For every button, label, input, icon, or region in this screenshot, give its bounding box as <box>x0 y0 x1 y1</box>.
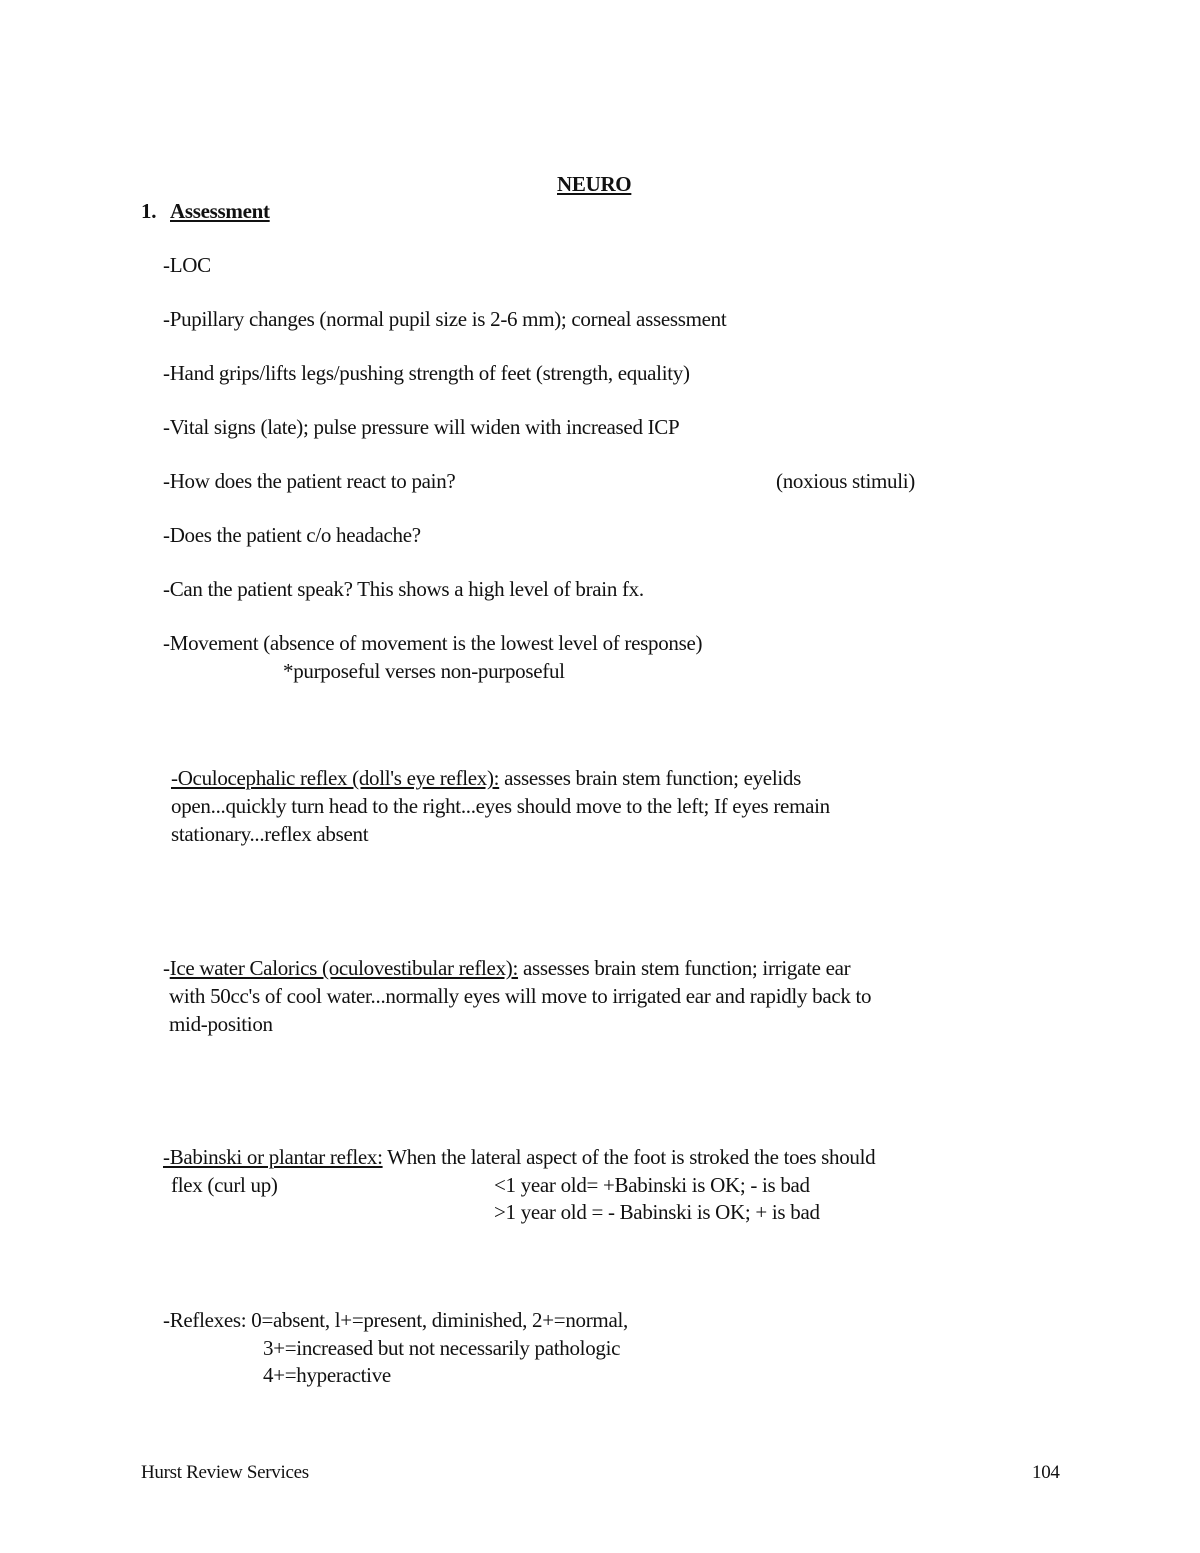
line-purposeful: *purposeful verses non-purposeful <box>283 659 565 683</box>
ice-water-line-3: mid-position <box>169 1012 273 1036</box>
ice-water-line-2: with 50cc's of cool water...normally eyes will move to irrigated ear and rapidly back to <box>169 984 872 1008</box>
ice-water-line-1 <box>163 956 850 980</box>
oculocephalic-line-2: open...quickly turn head to the right...eyes should move to the left; If eyes remain <box>171 794 830 818</box>
oculocephalic-line-1 <box>171 766 801 790</box>
reflexes-line-1: -Reflexes: 0=absent, l+=present, diminished, 2+=normal, <box>163 1308 628 1332</box>
babinski-label: -Babinski or plantar reflex: <box>163 1145 383 1169</box>
page-title: NEURO <box>557 172 632 196</box>
footer-page-number: 104 <box>1032 1462 1060 1483</box>
line-vital-signs: -Vital signs (late); pulse pressure will widen with increased ICP <box>163 415 680 439</box>
line-speak: -Can the patient speak? This shows a high level of brain fx. <box>163 577 644 601</box>
ice-water-label: Ice water Calorics (oculovestibular reflex): <box>169 956 519 980</box>
section-number: 1. <box>141 199 157 223</box>
ice-water-prefix: - <box>163 956 170 980</box>
oculocephalic-line-3: stationary...reflex absent <box>171 822 369 846</box>
footer-left: Hurst Review Services <box>141 1462 309 1483</box>
line-headache: -Does the patient c/o headache? <box>163 523 421 547</box>
babinski-line-2: flex (curl up) <box>171 1173 278 1197</box>
ice-water-text-1: assesses brain stem function; irrigate ear <box>518 956 851 980</box>
babinski-rule-2: >1 year old = - Babinski is OK; + is bad <box>494 1200 820 1224</box>
line-hand-grips: -Hand grips/lifts legs/pushing strength of feet (strength, equality) <box>163 361 690 385</box>
section-title: Assessment <box>170 199 270 223</box>
line-loc: -LOC <box>163 253 211 277</box>
babinski-rule-1: <1 year old= +Babinski is OK; - is bad <box>494 1173 810 1197</box>
line-pain-question: -How does the patient react to pain? <box>163 469 456 493</box>
line-movement: -Movement (absence of movement is the lowest level of response) <box>163 631 703 655</box>
babinski-line-1 <box>163 1145 875 1169</box>
babinski-text-1: When the lateral aspect of the foot is stroked the toes should <box>382 1145 876 1169</box>
oculocephalic-label: -Oculocephalic reflex (doll's eye reflex): <box>171 766 500 790</box>
reflexes-line-3: 4+=hyperactive <box>263 1363 391 1387</box>
line-pain-note: (noxious stimuli) <box>776 469 915 493</box>
oculocephalic-text-1: assesses brain stem function; eyelids <box>499 766 801 790</box>
line-pupillary: -Pupillary changes (normal pupil size is 2-6 mm); corneal assessment <box>163 307 727 331</box>
reflexes-line-2: 3+=increased but not necessarily pathologic <box>263 1336 621 1360</box>
